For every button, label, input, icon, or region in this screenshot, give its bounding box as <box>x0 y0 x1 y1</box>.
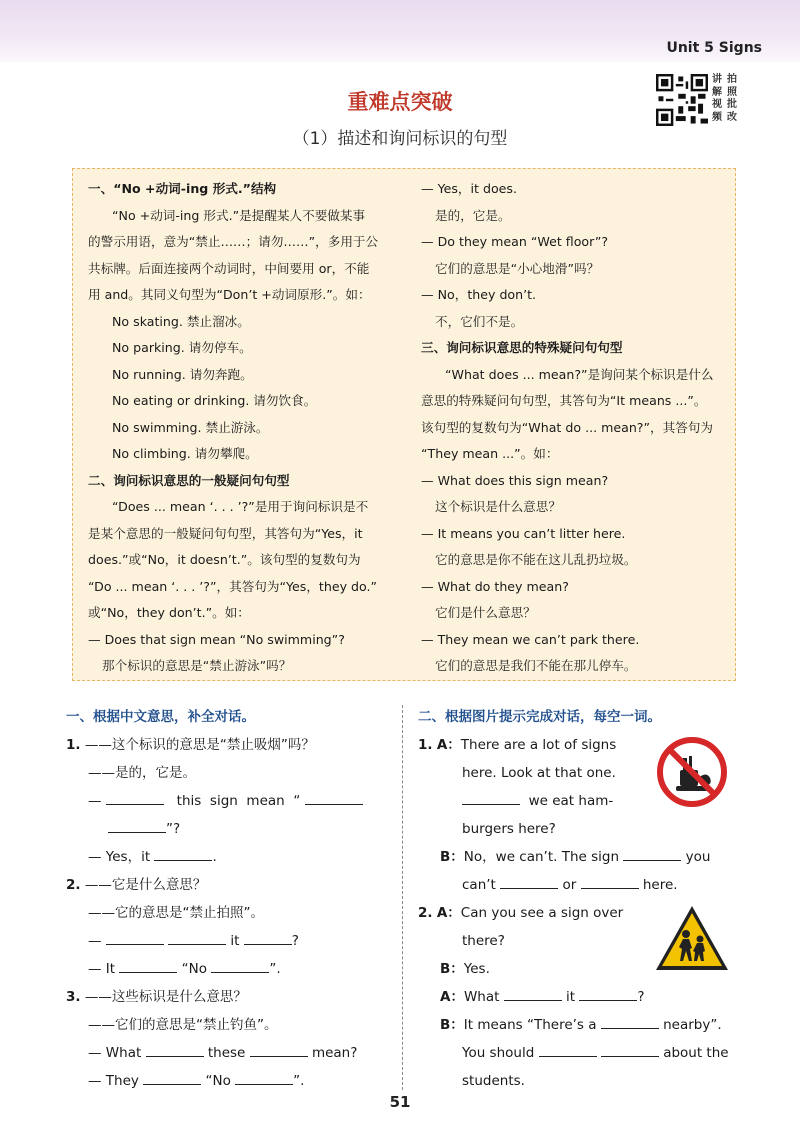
exercise-1 <box>66 703 396 1095</box>
page-subtitle: （1）描述和询问标识的句型 <box>292 129 508 149</box>
example-line: No parking. 请勿停车。 <box>112 340 252 355</box>
example-line: No swimming. 禁止游泳。 <box>112 419 269 435</box>
body-text: does.”或“No，it doesn’t.”。该句型的复数句为 <box>88 552 361 567</box>
answer-blank[interactable] <box>108 820 166 833</box>
question-3: 3. ——这些标识是什么意思？ <box>66 989 247 1005</box>
answer-blank[interactable] <box>581 876 639 889</box>
dialogue-line: — Yes，it . <box>88 849 217 865</box>
example-line: No eating or drinking. 请勿饮食。 <box>112 393 317 408</box>
example-line: No climbing. 请勿攀爬。 <box>112 446 258 461</box>
example-line: No skating. 禁止溜冰。 <box>112 313 250 329</box>
section-heading: 三、询问标识意思的特殊疑问句句型 <box>421 340 623 355</box>
dialogue-line: can’t or here. <box>462 877 678 893</box>
dialogue-line: — this sign mean “ <box>66 787 396 815</box>
body-text: “Do ... mean ‘. . . ’?”，其答句为“Yes，they do.” <box>88 578 378 594</box>
answer-blank[interactable] <box>500 876 558 889</box>
body-text: “What does ... mean?”是询问某个标识是什么 <box>445 366 714 382</box>
dialogue-line: — What these mean? <box>88 1045 358 1061</box>
body-text: “No +动词-ing 形式.”是提醒某人不要做某事 <box>112 207 366 223</box>
body-text: 用 and。其同义句型为“Don’t +动词原形.”。如： <box>88 287 371 302</box>
answer-blank[interactable] <box>579 988 637 1001</box>
dialogue-line: ——是的，它是。 <box>88 765 196 781</box>
dialogue-line: You should about the <box>462 1045 729 1061</box>
qr-caption: 讲 解 视 频 拍 照 批 改 <box>712 74 738 123</box>
dialogue-line: B：No，we can’t. The sign you <box>440 849 711 865</box>
answer-blank[interactable] <box>143 1072 201 1085</box>
page-title: 重难点突破 <box>347 90 453 114</box>
example-line: — No，they don’t. <box>421 287 537 302</box>
example-translation: 这个标识是什么意思？ <box>435 499 561 514</box>
answer-blank[interactable] <box>211 960 269 973</box>
body-text: 共标牌。后面连接两个动词时，中间要用 or，不能 <box>88 260 370 276</box>
answer-blank[interactable] <box>154 848 212 861</box>
body-text: 的警示用语，意为“禁止……；请勿……”，多用于公 <box>88 234 379 249</box>
example-line: — Do they mean “Wet floor”? <box>421 234 609 249</box>
answer-blank[interactable] <box>168 932 226 945</box>
dialogue-line: — It “No ”. <box>88 961 281 977</box>
grammar-left-column <box>88 176 400 680</box>
dialogue-line: 2. A：Can you see a sign over <box>418 905 624 921</box>
answer-blank[interactable] <box>146 1044 204 1057</box>
dialogue-line: burgers here? <box>462 821 556 837</box>
answer-blank[interactable] <box>539 1044 597 1057</box>
example-line: — They mean we can’t park there. <box>421 631 640 647</box>
answer-blank[interactable] <box>119 960 177 973</box>
no-food-sign-icon <box>656 736 728 808</box>
qr-code-icon[interactable] <box>656 74 708 126</box>
dialogue-line: ”? <box>66 815 396 843</box>
body-text: 意思的特殊疑问句句型，其答句为“It means ...”。 <box>421 393 707 408</box>
example-line: — What do they mean? <box>421 578 569 594</box>
example-line: — What does this sign mean? <box>421 472 609 488</box>
body-text: 是某个意思的一般疑问句句型，其答句为“Yes，it <box>88 525 363 541</box>
dialogue-line: B：It means “There’s a nearby”. <box>440 1017 722 1033</box>
answer-blank[interactable] <box>305 792 363 805</box>
answer-blank[interactable] <box>462 792 520 805</box>
exercise-heading: 一、根据中文意思，补全对话。 <box>66 709 255 725</box>
answer-blank[interactable] <box>504 988 562 1001</box>
dialogue-line: there? <box>462 933 505 949</box>
answer-blank[interactable] <box>244 932 292 945</box>
grammar-right-column <box>421 176 721 680</box>
answer-blank[interactable] <box>623 848 681 861</box>
answer-blank[interactable] <box>601 1044 659 1057</box>
example-line: — Yes，it does. <box>421 181 517 196</box>
dialogue-line: here. Look at that one. <box>462 765 616 781</box>
dialogue-line: — They “No ”. <box>88 1073 305 1089</box>
school-children-warning-sign-icon <box>654 904 730 972</box>
answer-blank[interactable] <box>250 1044 308 1057</box>
dialogue-line: — it ? <box>88 933 299 949</box>
example-line: No running. 请勿奔跑。 <box>112 366 253 382</box>
dialogue-line: 1. A：There are a lot of signs <box>418 737 617 753</box>
dialogue-line: ——它的意思是“禁止拍照”。 <box>88 905 264 921</box>
body-text: “Does ... mean ‘. . . ’?”是用于询问标识是不 <box>112 499 369 514</box>
body-text: 该句型的复数句为“What do ... mean?”，其答句为 <box>421 419 713 435</box>
example-translation: 不，它们不是。 <box>435 313 524 329</box>
example-translation: 它们的意思是我们不能在那儿停车。 <box>435 658 637 673</box>
example-translation: 那个标识的意思是“禁止游泳”吗？ <box>102 658 292 673</box>
dialogue-line: students. <box>462 1073 525 1089</box>
column-divider <box>402 705 403 1090</box>
section-heading: 一、“No +动词-ing 形式.”结构 <box>88 181 277 196</box>
example-translation: 它的意思是你不能在这儿乱扔垃圾。 <box>435 552 637 567</box>
example-translation: 它们是什么意思？ <box>435 605 536 620</box>
exercise-heading: 二、根据图片提示完成对话，每空一词。 <box>418 709 661 725</box>
body-text: “They mean ...”。如： <box>421 446 559 461</box>
section-heading: 二、询问标识意思的一般疑问句句型 <box>88 472 290 488</box>
answer-blank[interactable] <box>601 1016 659 1029</box>
question-1: 1. ——这个标识的意思是“禁止吸烟”吗？ <box>66 737 315 753</box>
example-line: — Does that sign mean “No swimming”? <box>88 631 345 647</box>
unit-label: Unit 5 Signs <box>666 40 762 56</box>
dialogue-line: B：Yes. <box>440 961 490 977</box>
example-line: — It means you can’t litter here. <box>421 525 626 541</box>
body-text: 或“No，they don’t.”。如： <box>88 605 250 620</box>
example-translation: 是的，它是。 <box>435 207 511 223</box>
answer-blank[interactable] <box>235 1072 293 1085</box>
dialogue-line: A：What it ? <box>440 989 645 1005</box>
answer-blank[interactable] <box>106 932 164 945</box>
dialogue-line: we eat ham- <box>418 787 743 815</box>
page-number: 51 <box>389 1093 411 1111</box>
question-2: 2. ——它是什么意思？ <box>66 877 207 893</box>
answer-blank[interactable] <box>106 792 164 805</box>
example-translation: 它们的意思是“小心地滑”吗？ <box>435 260 600 276</box>
dialogue-line: ——它们的意思是“禁止钓鱼”。 <box>88 1017 278 1033</box>
